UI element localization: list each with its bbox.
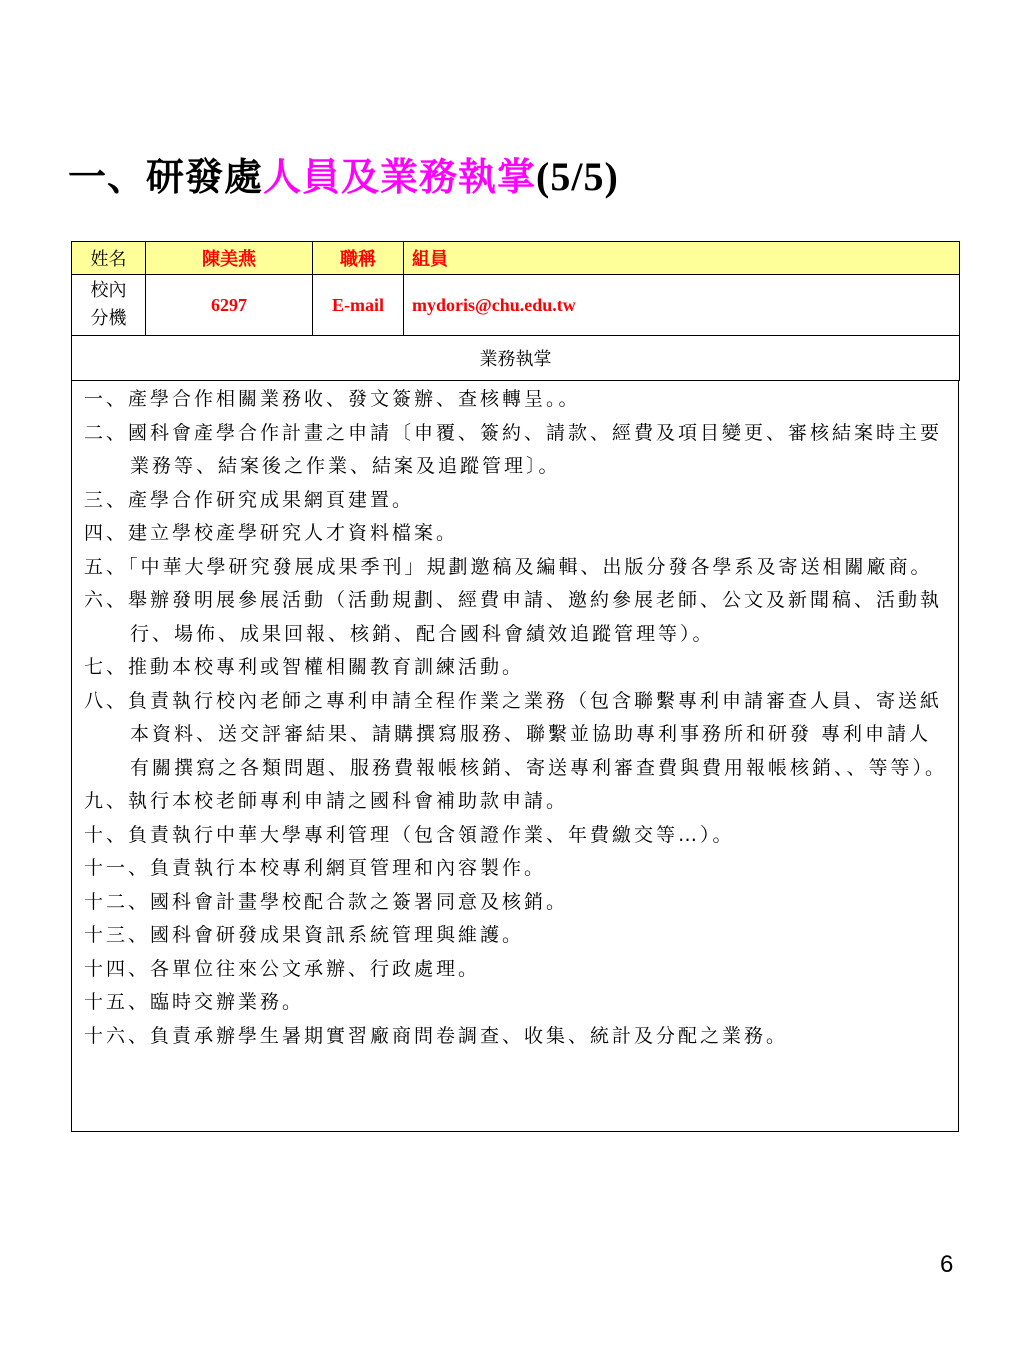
duty-item: 十、負責執行中華大學專利管理（包含領證作業、年費繳交等…）。 — [84, 823, 735, 846]
position-label: 職稱 — [313, 242, 404, 275]
extension-label-line1: 校內 — [90, 280, 127, 301]
position-value: 組員 — [404, 242, 960, 275]
duty-item: 八、負責執行校內老師之專利申請全程作業之業務（包含聯繫專利申請審查人員、寄送紙本資料、送交評審結果、請購撰寫服務、聯繫並協助專利事務所和研發 專利申請人有關撰寫之各類問題、服務費報帳核銷、寄送專利審查費與費用報帳核銷、、等等）。 — [84, 689, 948, 779]
duty-item: 十四、各單位往來公文承辦、行政處理。 — [84, 957, 481, 980]
extension-label-line2: 分機 — [90, 308, 127, 329]
title-suffix: (5/5) — [536, 154, 619, 199]
title-prefix: 一、研發處 — [68, 154, 264, 199]
staff-info-table — [71, 241, 960, 381]
title-highlight: 人員及業務執掌 — [263, 154, 537, 199]
duties-header: 業務執掌 — [72, 336, 960, 381]
duty-item: 六、舉辦發明展參展活動（活動規劃、經費申請、邀約參展老師、公文及新聞稿、活動執行、場佈、成果回報、核銷、配合國科會績效追蹤管理等）。 — [84, 589, 943, 645]
duties-header-row — [72, 336, 960, 381]
duty-item: 四、建立學校產學研究人才資料檔案。 — [84, 522, 459, 544]
duty-item: 五、「中華大學研究發展成果季刊」規劃邀稿及編輯、出版分發各學系及寄送相關廠商。 — [84, 555, 933, 578]
duty-item: 十一、負責執行本校專利網頁管理和內容製作。 — [84, 857, 547, 879]
email-label: E-mail — [313, 275, 404, 336]
email-value[interactable]: mydoris@chu.edu.tw — [404, 275, 960, 336]
duty-item: 九、執行本校老師專利申請之國科會補助款申請。 — [84, 790, 569, 812]
duty-item: 十三、國科會研發成果資訊系統管理與維護。 — [84, 924, 525, 946]
duty-item: 三、產學合作研究成果網頁建置。 — [84, 488, 415, 511]
duties-list — [72, 380, 958, 1053]
duty-item: 十二、國科會計畫學校配合款之簽署同意及核銷。 — [84, 890, 569, 913]
page-number: 6 — [940, 1251, 954, 1278]
extension-value: 6297 — [146, 275, 313, 336]
info-row-name — [72, 242, 960, 275]
duty-item: 一、產學合作相關業務收、發文簽辦、查核轉呈。。 — [84, 388, 581, 410]
duty-item: 二、國科會產學合作計畫之申請〔申覆、簽約、請款、經費及項目變更、審核結案時主要業務等、結案後之作業、結案及追蹤管理〕。 — [84, 421, 943, 477]
duty-item: 七、推動本校專利或智權相關教育訓練活動。 — [84, 656, 525, 678]
duty-item: 十五、臨時交辦業務。 — [84, 991, 305, 1013]
duty-item: 十六、負責承辦學生暑期實習廠商問卷調查、收集、統計及分配之業務。 — [84, 1024, 789, 1047]
page-title — [68, 146, 619, 201]
name-value: 陳美燕 — [146, 242, 313, 275]
info-row-contact — [72, 275, 960, 336]
extension-label — [72, 275, 146, 336]
name-label: 姓名 — [72, 242, 146, 275]
duties-box — [71, 380, 959, 1132]
